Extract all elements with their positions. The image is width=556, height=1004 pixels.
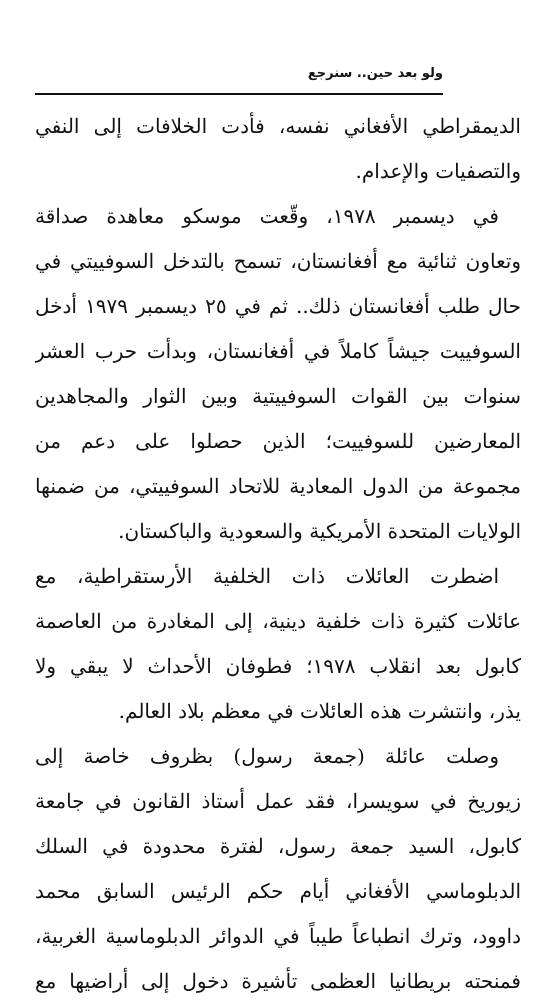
- text-line: سنوات بين القوات السوفييتية وبين الثوار والمجاهدين: [35, 384, 521, 408]
- text-line: داوود، وترك انطباعاً طيباً في الدوائر الدبلوماسية الغربية،: [35, 924, 521, 948]
- text-line: وصلت عائلة (جمعة رسول) بظروف خاصة إلى: [35, 744, 499, 768]
- paragraph-3: [35, 554, 521, 734]
- text-line: فمنحته بريطانيا العظمى تأشيرة دخول إلى أراضيها مع: [35, 969, 521, 993]
- text-line: اضطرت العائلات ذات الخلفية الأرستقراطية، مع: [35, 564, 499, 588]
- text-line: كابول بعد انقلاب ١٩٧٨؛ فطوفان الأحداث لا يبقي ولا: [35, 654, 521, 678]
- header-divider: [35, 93, 443, 95]
- text-line: والتصفيات والإعدام.: [355, 159, 521, 183]
- text-line: وتعاون ثنائية مع أفغانستان، تسمح بالتدخل السوفييتي في: [35, 249, 521, 273]
- paragraph-2: [35, 194, 521, 554]
- text-line: الدبلوماسي الأفغاني أيام حكم الرئيس السابق محمد: [35, 879, 521, 903]
- text-line: مجموعة من الدول المعادية للاتحاد السوفييتي، من ضمنها: [35, 474, 521, 498]
- running-header-title: ولو بعد حين.. سنرجع: [307, 66, 443, 81]
- text-line: حال طلب أفغانستان ذلك.. ثم في ٢٥ ديسمبر ١٩٧٩ أدخل: [35, 294, 521, 318]
- text-line: يذر، وانتشرت هذه العائلات في معظم بلاد العالم.: [118, 699, 521, 723]
- text-line: الديمقراطي الأفغاني نفسه، فأدت الخلافات إلى النفي: [35, 114, 521, 138]
- body-text: [35, 104, 521, 1004]
- text-line: في ديسمبر ١٩٧٨، وقّعت موسكو معاهدة صداقة: [35, 204, 499, 228]
- text-line: الولايات المتحدة الأمريكية والسعودية والباكستان.: [118, 519, 521, 543]
- text-line: عائلات كثيرة ذات خلفية دينية، إلى المغادرة من العاصمة: [35, 609, 521, 633]
- text-line: المعارضين للسوفييت؛ الذين حصلوا على دعم من: [35, 429, 521, 453]
- text-line: زيوريخ في سويسرا، فقد عمل أستاذ القانون في جامعة: [35, 789, 521, 813]
- paragraph-1: [35, 104, 521, 194]
- text-line: السوفييت جيشاً كاملاً في أفغانستان، وبدأت حرب العشر: [35, 339, 521, 363]
- text-line: كابول، السيد جمعة رسول، لفترة محدودة في السلك: [35, 834, 521, 858]
- paragraph-4: [35, 734, 521, 1004]
